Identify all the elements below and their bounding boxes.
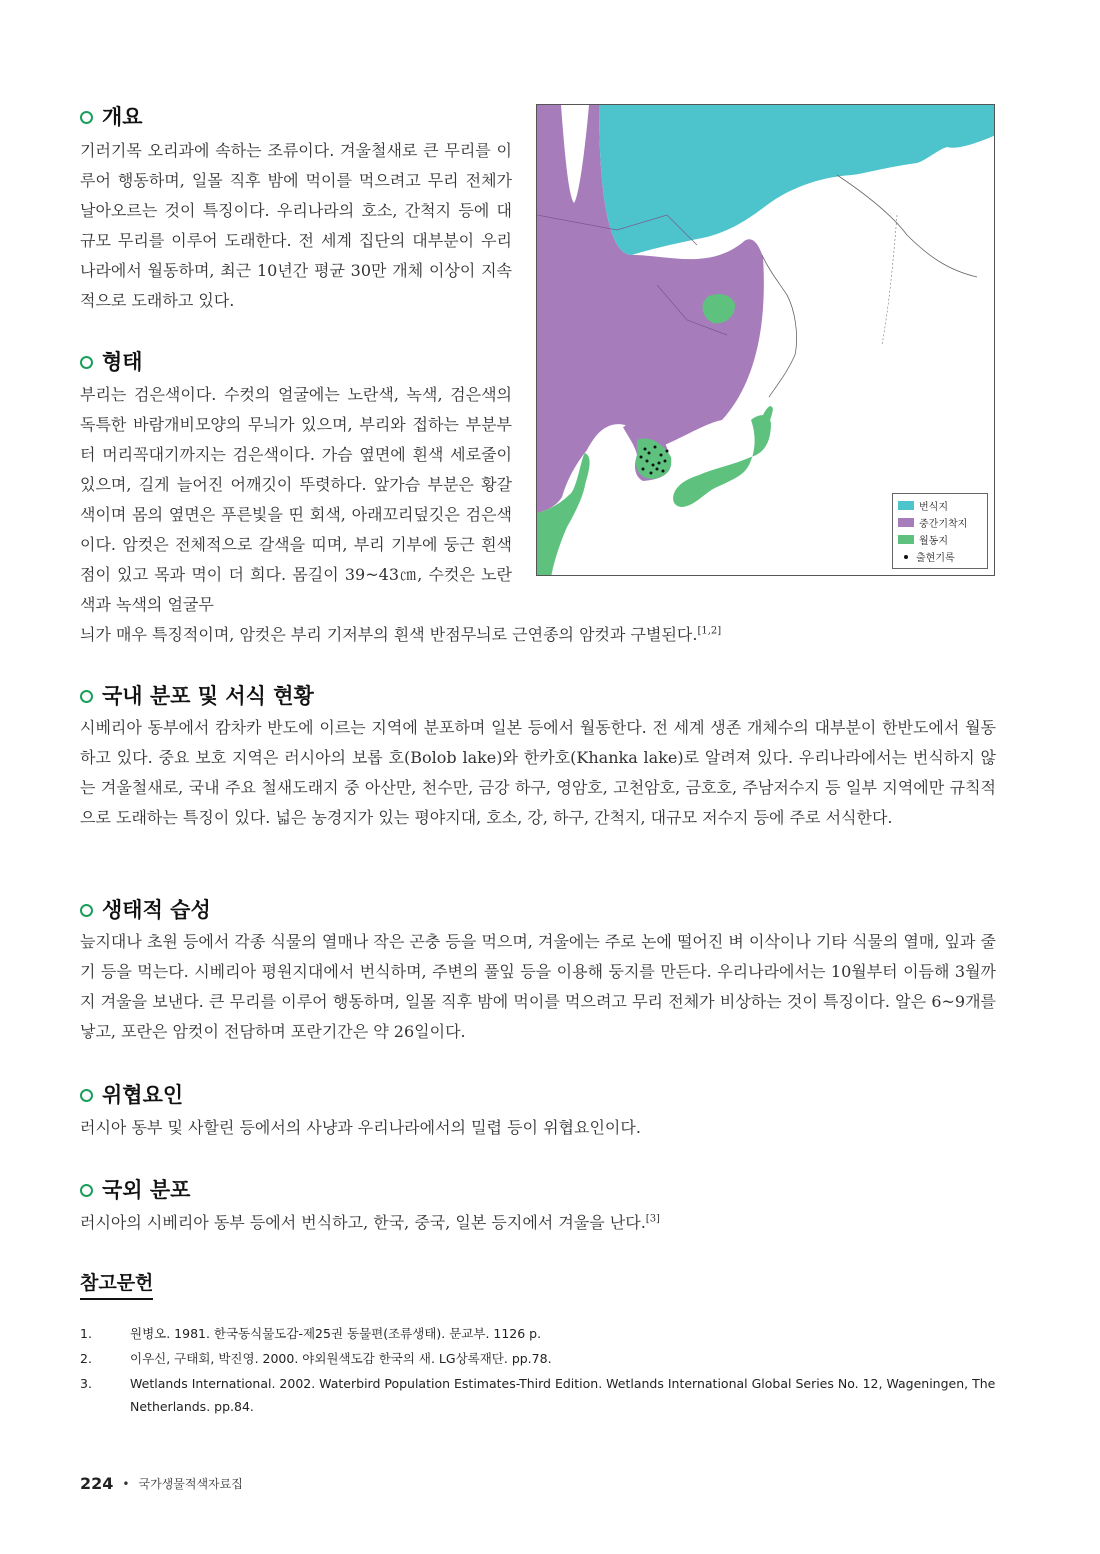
overview-paragraph: 기러기목 오리과에 속하는 조류이다. 겨울철새로 큰 무리를 이루어 행동하며, 일몰 직후 밤에 먹이를 먹으려고 무리 전체가 날아오르는 것이 특징이다. 우리나라의 호소, 간척지 등에 대규모 무리를 이루어 도래한다. 전 세계 집단의 대부분이 우리나라에서 월동하며, 최근 10년간 평균 30만 개체 이상이 지속적으로 도래하고 있다. bbox=[80, 141, 512, 310]
reference-item: 3. Wetlands International. 2002. Waterbird Population Estimates-Third Edition. Wetlands International Global Series No. 12, Wageningen, The Netherlands. pp.84. bbox=[80, 1376, 996, 1414]
footer-separator: • bbox=[122, 1476, 130, 1491]
section-title-morphology: 형태 bbox=[80, 348, 143, 376]
section-title-threats: 위협요인 bbox=[80, 1081, 183, 1109]
swatch-icon bbox=[898, 518, 914, 527]
page-footer bbox=[80, 1474, 243, 1493]
bullet-icon bbox=[80, 356, 93, 369]
section-title-foreign: 국외 분포 bbox=[80, 1176, 190, 1204]
legend-item-wintering: 월동지 bbox=[898, 531, 982, 548]
references-title: 참고문헌 bbox=[80, 1268, 153, 1300]
morphology-paragraph: 부리는 검은색이다. 수컷의 얼굴에는 노란색, 녹색, 검은색의 독특한 바람개비모양의 무늬가 있으며, 부리와 접하는 부분부터 머리꼭대기까지는 검은색이다. 가슴 옆면에 흰색 세로줄이 있으며, 길게 늘어진 어깨깃이 뚜렷하다. 앞가슴 부분은 황갈색이며 몸의 옆면은 푸른빛을 띤 회색, 아래꼬리덮깃은 검은색이다. 암컷은 전체적으로 갈색을 띠며, 부리 기부에 둥근 흰색 점이 있고 목과 멱이 더 희다. 몸길이 39~43㎝, 수컷은 노란색과 녹색의 얼굴무 bbox=[80, 385, 512, 614]
citation: [3] bbox=[645, 1213, 660, 1225]
references-list bbox=[80, 1322, 996, 1420]
dot-icon bbox=[904, 555, 908, 559]
legend-item-stopover: 중간기착지 bbox=[898, 514, 982, 531]
bullet-icon bbox=[80, 111, 93, 124]
bullet-icon bbox=[80, 690, 93, 703]
domestic-paragraph: 시베리아 동부에서 캄차카 반도에 이르는 지역에 분포하며 일본 등에서 월동한다. 전 세계 생존 개체수의 대부분이 한반도에서 월동하고 있다. 중요 보호 지역은 러시아의 보롭 호(Bolob lake)와 한카호(Khanka lake)로 알려져 있다. 우리나라에서는 번식하지 않는 겨울철새로, 국내 주요 철새도래지 중 아산만, 천수만, 금강 하구, 영암호, 고천암호, 금호호, 주남저수지 등 일부 지역에만 규칙적으로 도래하는 특징이 있다. 넓은 농경지가 있는 평야지대, 호소, 강, 하구, 간척지, 대규모 저수지 등에 주로 서식한다. bbox=[80, 718, 996, 827]
legend-item-records: 출현기록 bbox=[898, 548, 982, 565]
section-title-domestic: 국내 분포 및 서식 현황 bbox=[80, 682, 314, 710]
swatch-icon bbox=[898, 501, 914, 510]
section-title-ecology: 생태적 습성 bbox=[80, 896, 211, 924]
bullet-icon bbox=[80, 1184, 93, 1197]
citation: [1,2] bbox=[697, 625, 722, 637]
section-title-overview: 개요 bbox=[80, 103, 143, 131]
reference-item: 1. 원병오. 1981. 한국동식물도감-제25권 동물편(조류생태). 문교부. 1126 p. bbox=[80, 1326, 542, 1341]
foreign-paragraph: 러시아의 시베리아 동부 등에서 번식하고, 한국, 중국, 일본 등지에서 겨울을 난다.[3] bbox=[80, 1213, 660, 1232]
distribution-map bbox=[536, 104, 995, 576]
map-legend bbox=[892, 493, 988, 569]
page-number: 224 bbox=[80, 1474, 114, 1493]
reference-item: 2. 이우신, 구태회, 박진영. 2000. 야외원색도감 한국의 새. LG상록재단. pp.78. bbox=[80, 1351, 552, 1366]
swatch-icon bbox=[898, 535, 914, 544]
ecology-paragraph: 늪지대나 초원 등에서 각종 식물의 열매나 작은 곤충 등을 먹으며, 겨울에는 주로 논에 떨어진 벼 이삭이나 기타 식물의 열매, 잎과 줄기 등을 먹는다. 시베리아 평원지대에서 번식하며, 주변의 풀잎 등을 이용해 둥지를 만든다. 우리나라에서는 10월부터 이듬해 3월까지 겨울을 보낸다. 큰 무리를 이루어 행동하며, 일몰 직후 밤에 먹이를 먹으려고 무리 전체가 비상하는 것이 특징이다. 알은 6~9개를 낳고, 포란은 암컷이 전담하며 포란기간은 약 26일이다. bbox=[80, 932, 996, 1041]
threats-paragraph: 러시아 동부 및 사할린 등에서의 사냥과 우리나라에서의 밀렵 등이 위협요인이다. bbox=[80, 1118, 641, 1137]
morphology-paragraph-continued: 늬가 매우 특징적이며, 암컷은 부리 기저부의 흰색 반점무늬로 근연종의 암컷과 구별된다.[1,2] bbox=[80, 625, 722, 644]
bullet-icon bbox=[80, 1089, 93, 1102]
legend-item-breeding: 번식지 bbox=[898, 497, 982, 514]
book-title: 국가생물적색자료집 bbox=[138, 1477, 243, 1491]
bullet-icon bbox=[80, 904, 93, 917]
